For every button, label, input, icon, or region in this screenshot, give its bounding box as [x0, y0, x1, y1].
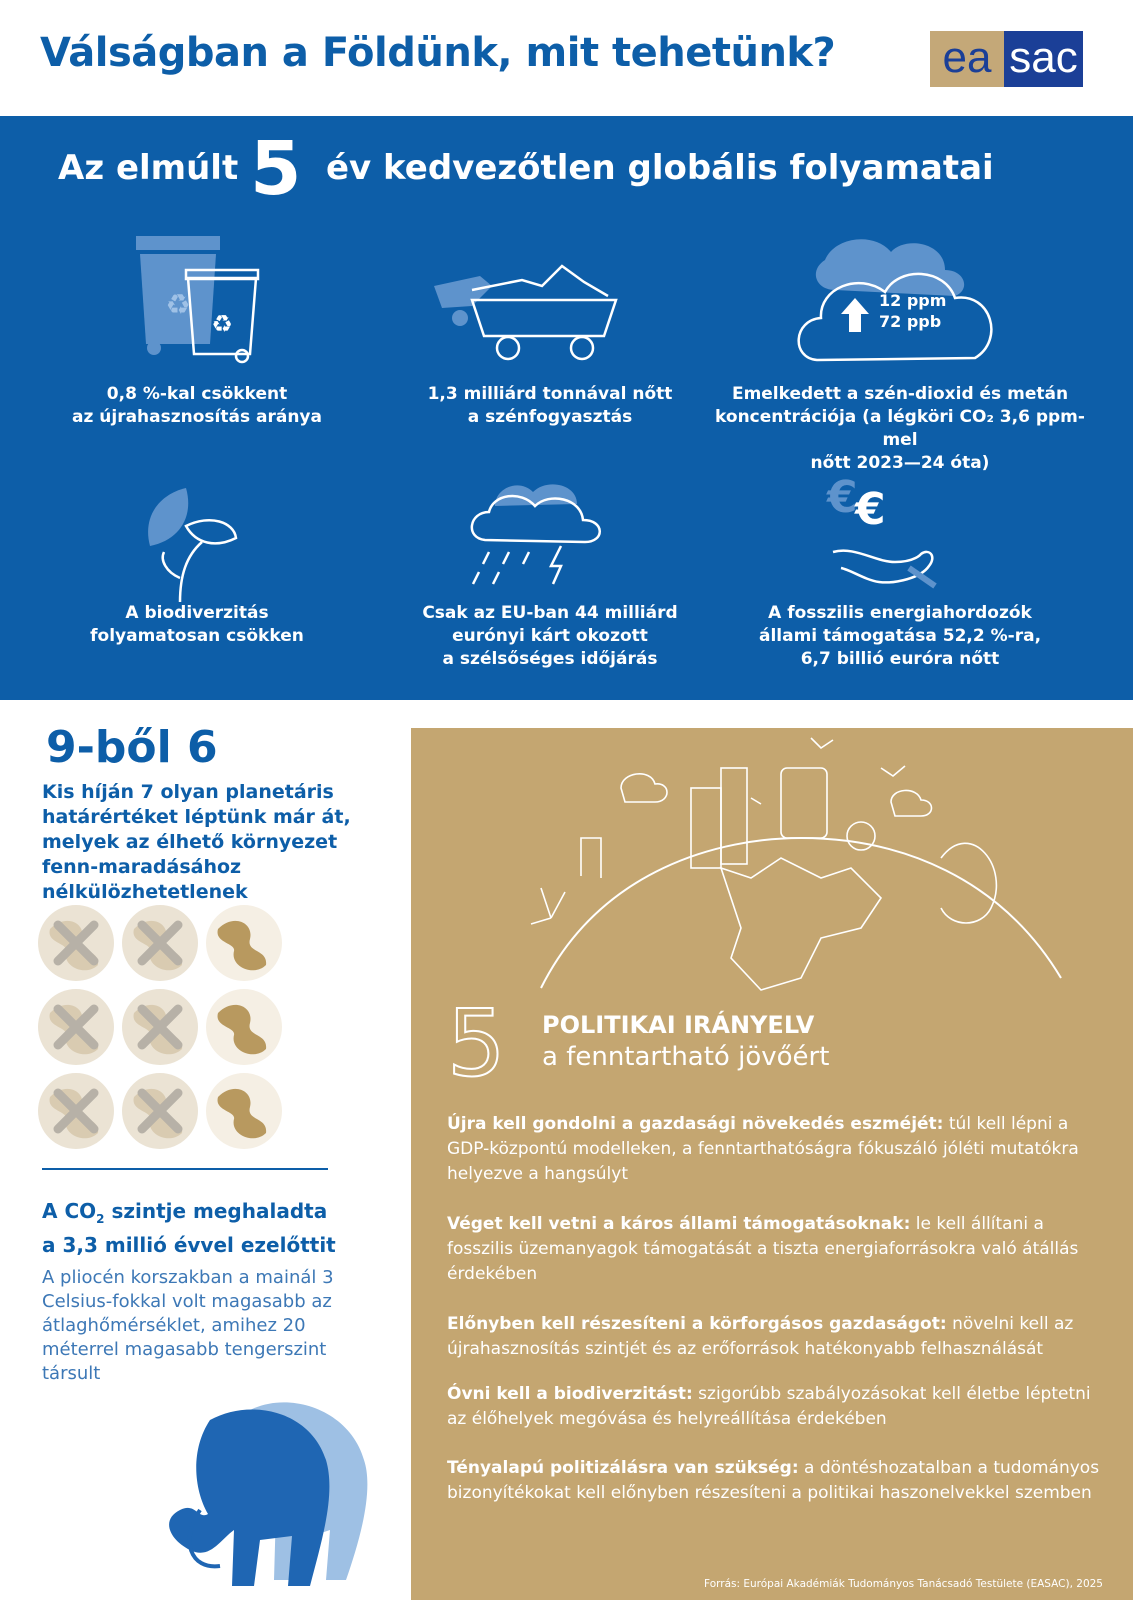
source-note: Forrás: Európai Akadémiák Tudományos Tanácsadó Testülete (EASAC), 2025: [704, 1578, 1103, 1590]
planetary-boundaries-globes: [36, 903, 288, 1155]
co2-title: A $CO_2$ szintje meghaladta a 3,3 millió évvel ezelőttit: [42, 1199, 336, 1257]
policy-title: POLITIKAI IRÁNYELV: [542, 1011, 815, 1039]
policy-section: [411, 728, 1133, 1600]
globe-crossed: [122, 1073, 198, 1149]
policy-item: Óvni kell a biodiverzitást: szigorúbb szabályozásokat kell életbe léptetni az élőhelyek megóvása és helyreállítása érdekében: [447, 1384, 1091, 1429]
policy-item: Előnyben kell részesíteni a körforgásos gazdaságot: növelni kell az újrahasznosítás szintjét és az erőforrások hatékonyabb felhasználását: [447, 1314, 1074, 1359]
logo-ea: ea: [930, 31, 1004, 87]
page-title: Válságban a Földünk, mit tehetünk?: [40, 30, 836, 76]
pliocene-text: A pliocén korszakban a mainál 3 Celsius-fokkal volt magasabb az átlaghőmérséklet, amihez 20 méterrel magasabb tengerszint társult: [42, 1267, 334, 1384]
policy-subtitle: a fenntartható jövőért: [542, 1042, 830, 1072]
policy-number: 5: [447, 990, 506, 1097]
logo-sac: sac: [1009, 33, 1078, 82]
easac-logo: [930, 31, 1083, 87]
globe-crossed: [38, 905, 114, 981]
recycling-bins-icon: [130, 234, 270, 364]
trends-heading-post: év kedvezőtlen globális folyamatai: [326, 148, 994, 188]
cloud-rise-icon: [795, 230, 1005, 370]
trends-section: [0, 116, 1133, 700]
section-divider: [42, 1168, 328, 1170]
globe-crossed: [38, 1073, 114, 1149]
policy-item: Véget kell vetni a káros állami támogatásoknak: le kell állítani a fosszilis üzemanyagok támogatását a tiszta energiaforrásokra való átállás érdekében: [447, 1214, 1079, 1284]
trend-caption-weather: Csak az EU-ban 44 milliárd eurónyi kárt okozott a szélsőséges időjárás: [422, 603, 678, 669]
svg-text:€: €: [855, 484, 886, 535]
trends-heading-number: 5: [250, 126, 302, 212]
cloud-ppb: 72 ppb: [879, 312, 942, 331]
globe-crossed: [122, 905, 198, 981]
euro-hand-icon: [825, 466, 945, 596]
svg-text:♻: ♻: [211, 310, 233, 338]
trends-heading-pre: Az elmúlt: [58, 148, 239, 188]
storm-cloud-icon: [465, 476, 605, 596]
boundaries-ratio: 9-ből 6: [46, 722, 218, 773]
cloud-ppm: 12 ppm: [879, 291, 947, 310]
trend-caption-recycling: 0,8 %-kal csökkent az újrahasznosítás aránya: [71, 384, 322, 427]
boundaries-text: Kis híján 7 olyan planetáris határértéket léptünk már át, melyek az élhető környezet fenn-maradásához nélkülözhetetlenek: [42, 781, 351, 903]
policy-item: Tényalapú politizálásra van szükség: a döntéshozatalban a tudományos bizonyítékokat kell előnyben részesíteni a politikai haszonelvekkel szemben: [447, 1458, 1100, 1503]
trend-caption-coal: 1,3 milliárd tonnával nőtt a szénfogyasztás: [427, 384, 673, 427]
trend-caption-co2: Emelkedett a szén-dioxid és metán koncentrációja (a légköri CO₂ 3,6 ppm-mel nőtt 2023—24 óta): [715, 384, 1085, 473]
leaf-plant-icon: [140, 486, 240, 606]
globe-crossed: [122, 989, 198, 1065]
svg-text:€: €: [827, 472, 858, 523]
globe-crossed: [38, 989, 114, 1065]
svg-text:♻: ♻: [165, 288, 191, 321]
globe-intact: [206, 989, 282, 1065]
sustainable-city-globe-illustration: [521, 728, 1081, 998]
trend-caption-subsidies: A fosszilis energiahordozók állami támogatása 52,2 %-ra, 6,7 billió euróra nőtt: [758, 603, 1042, 669]
mammoth-icon: [150, 1390, 390, 1590]
policy-item: Újra kell gondolni a gazdasági növekedés eszméjét: túl kell lépni a GDP-központú modelleken, a fenntarthatóságra fókuszáló jóléti mutatókra helyezve a hangsúlyt: [447, 1114, 1079, 1184]
trend-caption-biodiversity: A biodiverzitás folyamatosan csökken: [90, 603, 304, 646]
coal-cart-icon: [432, 256, 632, 376]
globe-intact: [206, 1073, 282, 1149]
globe-intact: [206, 905, 282, 981]
